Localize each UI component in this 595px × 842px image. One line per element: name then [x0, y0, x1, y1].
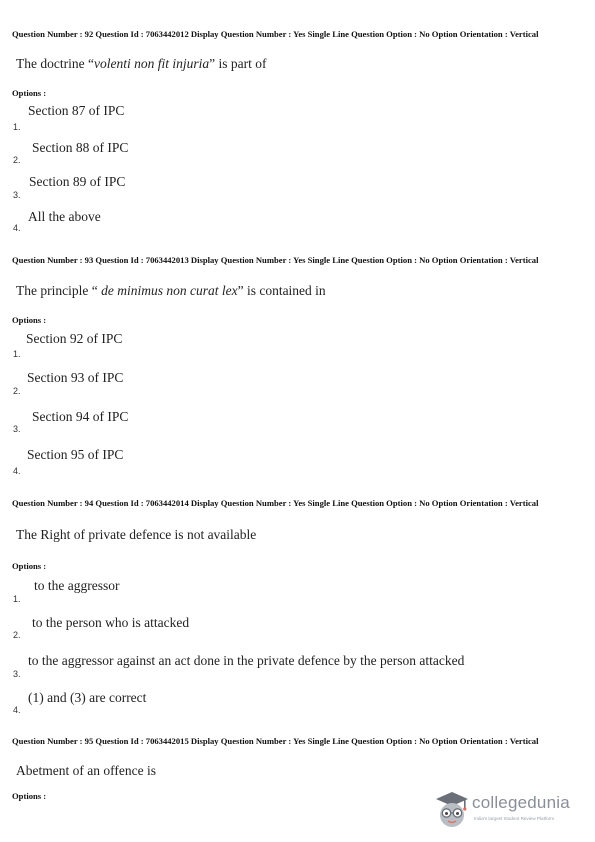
option-number: 1. — [13, 122, 21, 132]
question-header: Question Number : 92 Question Id : 7063442012 Display Question Number : Yes Single Line Question Option : No Option Orientation : Vertical — [12, 29, 539, 39]
options-label: Options : — [12, 315, 47, 325]
option-text: Section 87 of IPC — [28, 103, 125, 118]
option-number: 1. — [13, 594, 21, 604]
option-text: Section 94 of IPC — [32, 409, 129, 424]
collegedunia-logo — [432, 787, 582, 831]
option-number: 3. — [13, 424, 21, 434]
option-text: Section 93 of IPC — [27, 370, 124, 385]
option-text: Section 89 of IPC — [29, 174, 126, 189]
question-header: Question Number : 95 Question Id : 7063442015 Display Question Number : Yes Single Line Question Option : No Option Orientation : Vertical — [12, 736, 539, 746]
option-text: Section 92 of IPC — [26, 331, 123, 346]
question-text: The principle “ de minimus non curat lex” is contained in — [16, 283, 326, 298]
option-text: to the aggressor — [34, 578, 120, 593]
option-text: (1) and (3) are correct — [28, 690, 147, 705]
option-number: 3. — [13, 190, 21, 200]
option-number: 2. — [13, 630, 21, 640]
option-number: 2. — [13, 155, 21, 165]
question-header: Question Number : 93 Question Id : 7063442013 Display Question Number : Yes Single Line Question Option : No Option Orientation : Vertical — [12, 255, 539, 265]
question-text: The Right of private defence is not available — [16, 527, 257, 542]
options-label: Options : — [12, 561, 47, 571]
option-number: 3. — [13, 669, 21, 679]
option-number: 4. — [13, 705, 21, 715]
option-text: All the above — [28, 209, 101, 224]
logo-wordmark: collegedunia — [472, 793, 570, 812]
option-number: 4. — [13, 466, 21, 476]
option-text: to the person who is attacked — [32, 615, 190, 630]
question-text: Abetment of an offence is — [16, 763, 156, 778]
option-number: 1. — [13, 349, 21, 359]
question-text: The doctrine “volenti non fit injuria” is part of — [16, 56, 267, 71]
logo-tagline: India's largest Student Review Platform — [474, 816, 555, 821]
graduate-mascot-icon — [432, 787, 472, 831]
options-label: Options : — [12, 88, 47, 98]
option-number: 4. — [13, 223, 21, 233]
option-number: 2. — [13, 386, 21, 396]
question-header: Question Number : 94 Question Id : 7063442014 Display Question Number : Yes Single Line Question Option : No Option Orientation : Vertical — [12, 498, 539, 508]
option-text: Section 95 of IPC — [27, 447, 124, 462]
options-label: Options : — [12, 791, 47, 801]
option-text: Section 88 of IPC — [32, 140, 129, 155]
option-text: to the aggressor against an act done in the private defence by the person attacked — [28, 653, 465, 668]
